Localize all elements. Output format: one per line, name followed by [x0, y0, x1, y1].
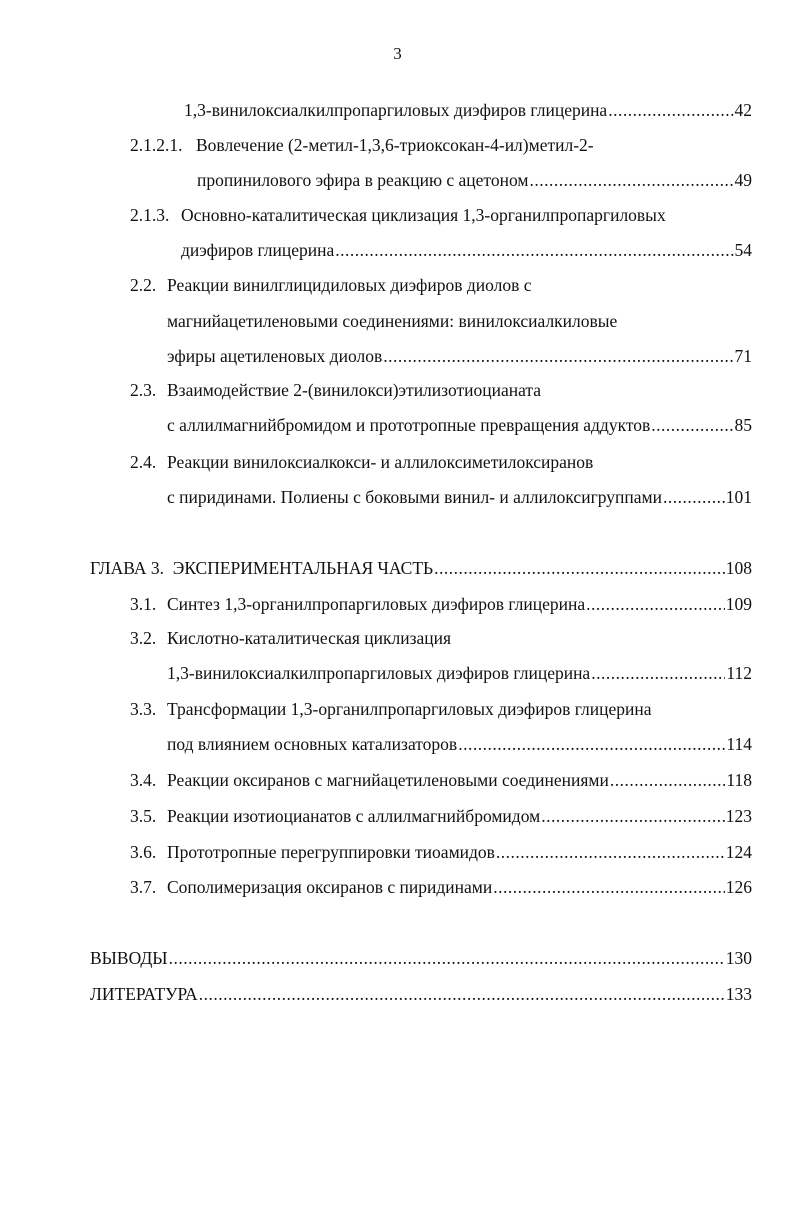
leader-dots: [169, 946, 725, 970]
leader-dots: [610, 768, 726, 792]
toc-entry-title: под влиянием основных катализаторов: [167, 734, 458, 754]
toc-entry-page: 118: [726, 770, 752, 790]
toc-entry-title-line: Вовлечение (2-метил-1,3,6-триоксокан-4-ил)метил-2-: [196, 135, 594, 155]
toc-entry: [167, 875, 752, 899]
toc-entry-title: с пиридинами. Полиены с боковыми винил- и аллилоксигруппами: [167, 487, 662, 507]
toc-entry-page: 85: [734, 415, 752, 435]
toc-entry: [167, 768, 752, 792]
leader-dots: [434, 556, 725, 580]
toc-entry-title-line: Реакции винилглицидиловых диэфиров диолов с: [167, 275, 532, 295]
toc-entry-title: 1,3-винилоксиалкилпропаргиловых диэфиров глицерина: [184, 100, 608, 120]
toc-chapter-title: ГЛАВА 3. ЭКСПЕРИМЕНТАЛЬНАЯ ЧАСТЬ: [90, 558, 434, 578]
toc-entry-title: диэфиров глицерина: [181, 240, 335, 260]
toc-entry-title: Реакции оксиранов с магнийацетиленовыми соединениями: [167, 770, 609, 790]
leader-dots: [663, 485, 725, 509]
toc-entry: [167, 592, 752, 616]
toc-entry-page: 123: [725, 806, 752, 826]
leader-dots: [651, 413, 733, 437]
toc-entry-page: 114: [726, 734, 752, 754]
toc-entry: [167, 485, 752, 509]
toc-entry-number: 2.1.3.: [130, 205, 170, 225]
toc-entry-page: 112: [726, 663, 752, 683]
toc-entry-number: 3.7.: [130, 877, 157, 897]
leader-dots: [586, 592, 725, 616]
leader-dots: [591, 661, 725, 685]
toc-entry: [167, 732, 752, 756]
toc-entry: [184, 98, 752, 122]
toc-entry-number: 2.2.: [130, 275, 157, 295]
toc-entry-title-line: Кислотно-каталитическая циклизация: [167, 628, 452, 648]
toc-entry-title: Синтез 1,3-органилпропаргиловых диэфиров глицерина: [167, 594, 586, 614]
leader-dots: [383, 344, 733, 368]
toc-entry-title-line: Реакции винилоксиалкокси- и аллилоксиметилоксиранов: [167, 452, 594, 472]
toc-entry-page: 54: [734, 240, 752, 260]
page-number: 3: [393, 44, 402, 63]
toc-entry: [181, 238, 752, 262]
toc-chapter: [90, 556, 752, 580]
toc-entry-page: 101: [725, 487, 752, 507]
toc-entry-page: 109: [725, 594, 752, 614]
toc-entry-page: 42: [734, 100, 752, 120]
toc-entry-title-line: Трансформации 1,3-органилпропаргиловых диэфиров глицерина: [167, 699, 652, 719]
toc-entry-page: 124: [725, 842, 752, 862]
toc-entry: [167, 661, 752, 685]
toc-entry-number: 2.4.: [130, 452, 157, 472]
toc-entry-number: 3.1.: [130, 594, 157, 614]
leader-dots: [199, 982, 725, 1006]
toc-entry-number: 2.1.2.1.: [130, 135, 183, 155]
toc-conclusions-page: 130: [725, 948, 752, 968]
toc-entry-title-line: магнийацетиленовыми соединениями: винилоксиалкиловые: [167, 311, 618, 331]
toc-entry-number: 2.3.: [130, 380, 157, 400]
leader-dots: [496, 840, 725, 864]
toc-literature: [90, 982, 752, 1006]
leader-dots: [541, 804, 725, 828]
toc-literature-title: ЛИТЕРАТУРА: [90, 984, 198, 1004]
toc-entry: [167, 840, 752, 864]
toc-chapter-page: 108: [725, 558, 752, 578]
leader-dots: [458, 732, 725, 756]
toc-entry-title-line: Основно-каталитическая циклизация 1,3-органилпропаргиловых: [181, 205, 666, 225]
toc-entry-title: пропинилового эфира в реакцию с ацетоном: [197, 170, 529, 190]
leader-dots: [608, 98, 733, 122]
toc-entry-title: Сополимеризация оксиранов с пиридинами: [167, 877, 493, 897]
toc-literature-page: 133: [725, 984, 752, 1004]
leader-dots: [493, 875, 725, 899]
toc-entry-page: 49: [734, 170, 752, 190]
leader-dots: [529, 168, 733, 192]
toc-entry-title: Прототропные перегруппировки тиоамидов: [167, 842, 495, 862]
toc-conclusions-title: ВЫВОДЫ: [90, 948, 168, 968]
leader-dots: [335, 238, 733, 262]
toc-entry-page: 71: [734, 346, 752, 366]
toc-entry-number: 3.5.: [130, 806, 157, 826]
toc-entry-number: 3.6.: [130, 842, 157, 862]
toc-entry-title: с аллилмагнийбромидом и прототропные превращения аддуктов: [167, 415, 651, 435]
toc-entry: [167, 413, 752, 437]
toc-conclusions: [90, 946, 752, 970]
toc-entry-number: 3.2.: [130, 628, 157, 648]
toc-entry: [197, 168, 752, 192]
toc-entry-title: эфиры ацетиленовых диолов: [167, 346, 383, 366]
toc-entry-number: 3.3.: [130, 699, 157, 719]
toc-entry: [167, 344, 752, 368]
toc-entry-title: 1,3-винилоксиалкилпропаргиловых диэфиров глицерина: [167, 663, 591, 683]
toc-entry-title: Реакции изотиоцианатов с аллилмагнийбромидом: [167, 806, 541, 826]
toc-entry: [167, 804, 752, 828]
toc-entry-number: 3.4.: [130, 770, 157, 790]
toc-entry-page: 126: [725, 877, 752, 897]
toc-entry-title-line: Взаимодействие 2-(винилокси)этилизотиоцианата: [167, 380, 542, 400]
